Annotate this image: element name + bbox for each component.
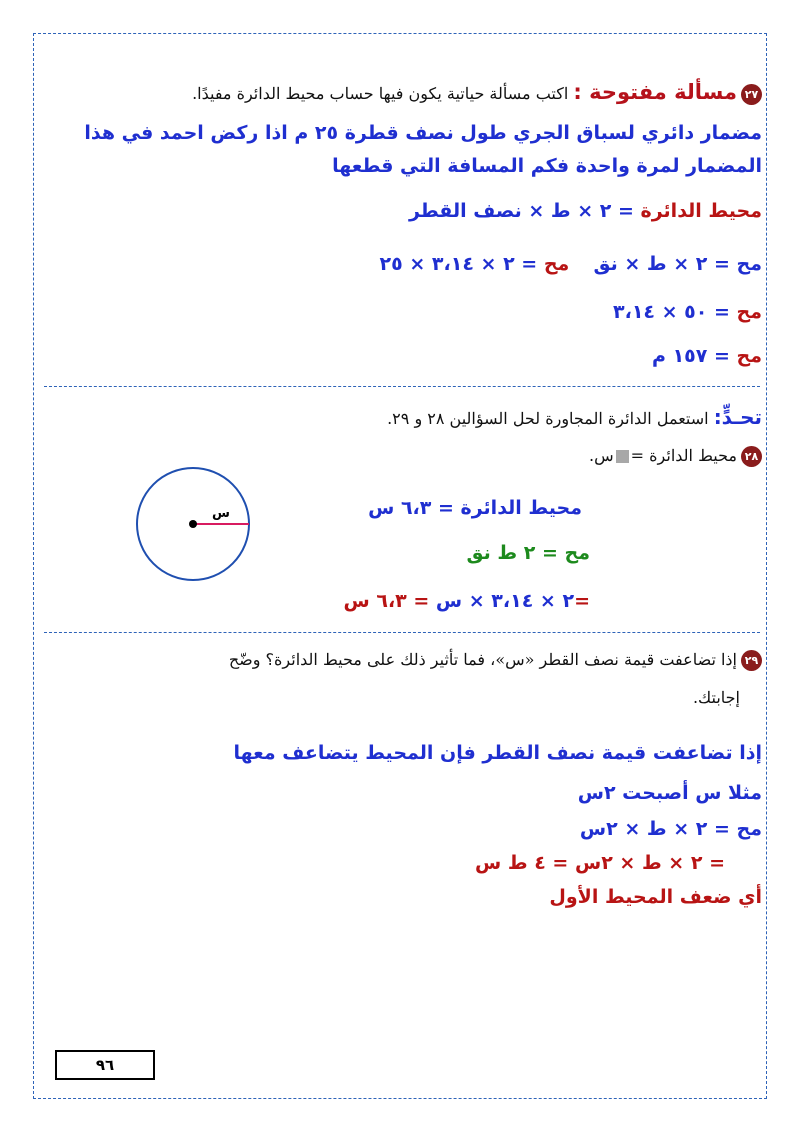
answer-28-line-1: محيط الدائرة = ٦،٣ س (368, 497, 582, 519)
question-number-badge: ٢٨ (741, 446, 762, 467)
separator (44, 386, 760, 387)
formula-line (409, 200, 762, 222)
question-29-prompt-line-2: إجابتك. (692, 688, 740, 707)
answer-28-line-2: مح = ٢ ط نق (466, 542, 590, 564)
blank-box (616, 450, 629, 463)
answer-27-line-1: مضمار دائري لسباق الجري طول نصف قطرة ٢٥ م اذا ركض احمد في هذا (84, 122, 762, 144)
question-28-prompt-a: محيط الدائرة = (630, 446, 737, 465)
question-number-badge: ٢٩ (741, 650, 762, 671)
challenge-prompt: استعمل الدائرة المجاورة لحل السؤالين ٢٨ و ٢٩. (387, 409, 714, 428)
challenge-heading: تحـدٍّ: (713, 405, 762, 429)
step-3-symbol: مح (736, 345, 762, 367)
formula-rest: = ٢ × ط × نصف القطر (408, 200, 641, 222)
answer-28-equals: = (574, 590, 590, 612)
step-2 (613, 301, 762, 323)
answer-28-product: ٢ × ٣،١٤ × س (435, 590, 575, 612)
step-2-symbol: مح (736, 301, 762, 323)
question-27-header (192, 80, 762, 105)
step-1 (380, 253, 762, 275)
step-1-formula: مح = ٢ × ط × نق (593, 253, 762, 275)
answer-29-line-1: إذا تضاعفت قيمة نصف القطر فإن المحيط يتضاعف معها (233, 742, 762, 764)
circle-diagram (135, 465, 255, 585)
question-heading: مسألة مفتوحة : (573, 80, 737, 104)
answer-28-result: = ٦،٣ س (343, 590, 436, 612)
answer-28-line-3 (344, 590, 591, 612)
question-number-badge: ٢٧ (741, 84, 762, 105)
step-2-value: = ٥٠ × ٣،١٤ (613, 301, 737, 323)
question-29-header (229, 650, 762, 671)
question-28-prompt-b: س. (589, 446, 614, 465)
answer-27-line-2: المضمار لمرة واحدة فكم المسافة التي قطعها (332, 155, 762, 177)
answer-29-line-3: مح = ٢ × ط × ٢س (579, 818, 762, 840)
step-1-symbol: مح (543, 253, 570, 275)
question-prompt: اكتب مسألة حياتية يكون فيها حساب محيط الدائرة مفيدًا. (192, 84, 574, 103)
answer-29-line-5: أي ضعف المحيط الأول (549, 886, 762, 908)
radius-label: س (212, 506, 230, 521)
separator (44, 632, 760, 633)
step-3-result: = ١٥٧ م (652, 345, 737, 367)
challenge-header (387, 405, 762, 429)
center-point (189, 520, 197, 528)
step-3 (652, 345, 762, 367)
answer-29-line-2: مثلا س أصبحت ٢س (577, 782, 762, 804)
question-29-prompt-line-1: إذا تضاعفت قيمة نصف القطر «س»، فما تأثير ذلك على محيط الدائرة؟ وضّح (228, 650, 737, 669)
answer-29-line-4: = ٢ × ط × ٢س = ٤ ط س (475, 852, 725, 874)
question-28-header (589, 446, 762, 467)
step-1-substitution: = ٢ × ٣،١٤ × ٢٥ (379, 253, 544, 275)
page-number: ٩٦ (55, 1050, 155, 1080)
formula-label: محيط الدائرة (640, 200, 762, 222)
